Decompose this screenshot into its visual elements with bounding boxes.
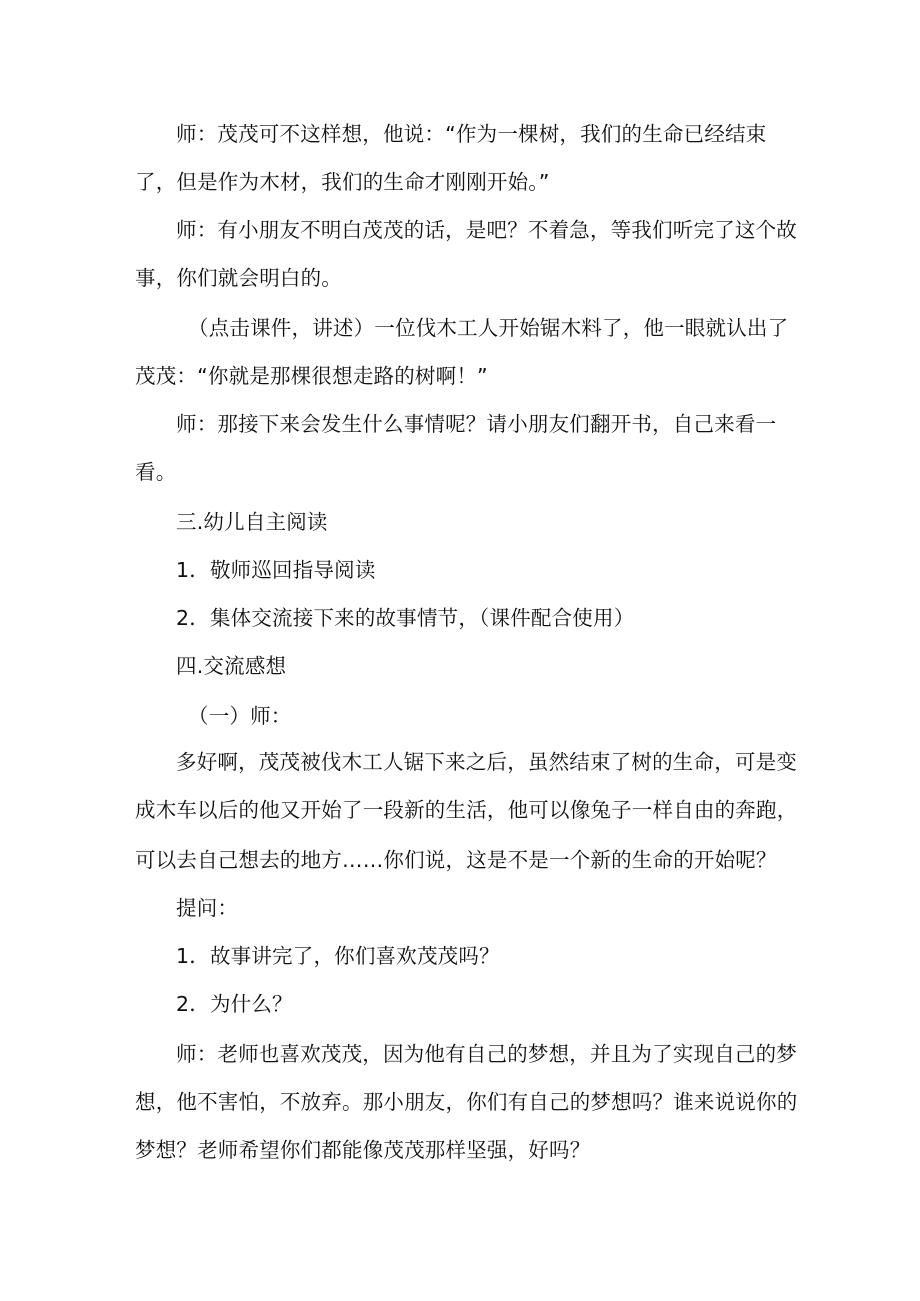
section-heading: 三.幼儿自主阅读 <box>176 510 328 534</box>
paragraph-line: 想，他不害怕，不放弃。那小朋友，你们有自己的梦想吗？谁来说说你的 <box>135 1090 798 1114</box>
paragraph-line: 师：有小朋友不明白茂茂的话，是吧？不着急，等我们听完了这个故 <box>176 218 797 242</box>
paragraph-line: 成木车以后的他又开始了一段新的生活，他可以像兔子一样自由的奔跑， <box>135 798 798 822</box>
paragraph-line: 梦想？老师希望你们都能像茂茂那样坚强，好吗？ <box>135 1138 591 1162</box>
paragraph-line: 师：老师也喜欢茂茂，因为他有自己的梦想，并且为了实现自己的梦 <box>176 1042 797 1066</box>
list-item: 1．敬师巡回指导阅读 <box>176 558 376 582</box>
paragraph-line: 师：茂茂可不这样想，他说：“作为一棵树，我们的生命已经结束 <box>176 122 767 146</box>
paragraph-line: 看。 <box>135 460 177 484</box>
paragraph-line: 多好啊，茂茂被伐木工人锯下来之后，虽然结束了树的生命，可是变 <box>176 750 797 774</box>
paragraph-line: 提问： <box>176 896 239 920</box>
paragraph-line: 师：那接下来会发生什么事情呢？请小朋友们翻开书，自己来看一 <box>176 412 777 436</box>
paragraph-line: 了，但是作为木材，我们的生命才刚刚开始。” <box>135 170 550 194</box>
list-item: 2．集体交流接下来的故事情节，（课件配合使用） <box>176 606 635 630</box>
section-heading: 四.交流感想 <box>176 654 287 678</box>
list-item: 2．为什么？ <box>176 992 293 1016</box>
list-item: 1．故事讲完了，你们喜欢茂茂吗？ <box>176 944 500 968</box>
subsection-heading: （一）师： <box>188 704 292 728</box>
paragraph-line: （点击课件，讲述）一位伐木工人开始锯木料了，他一眼就认出了 <box>188 316 789 340</box>
paragraph-line: 茂茂：“你就是那棵很想走路的树啊！” <box>135 364 488 388</box>
paragraph-line: 可以去自己想去的地方……你们说，这是不是一个新的生命的开始呢？ <box>135 848 777 872</box>
paragraph-line: 事，你们就会明白的。 <box>135 266 342 290</box>
